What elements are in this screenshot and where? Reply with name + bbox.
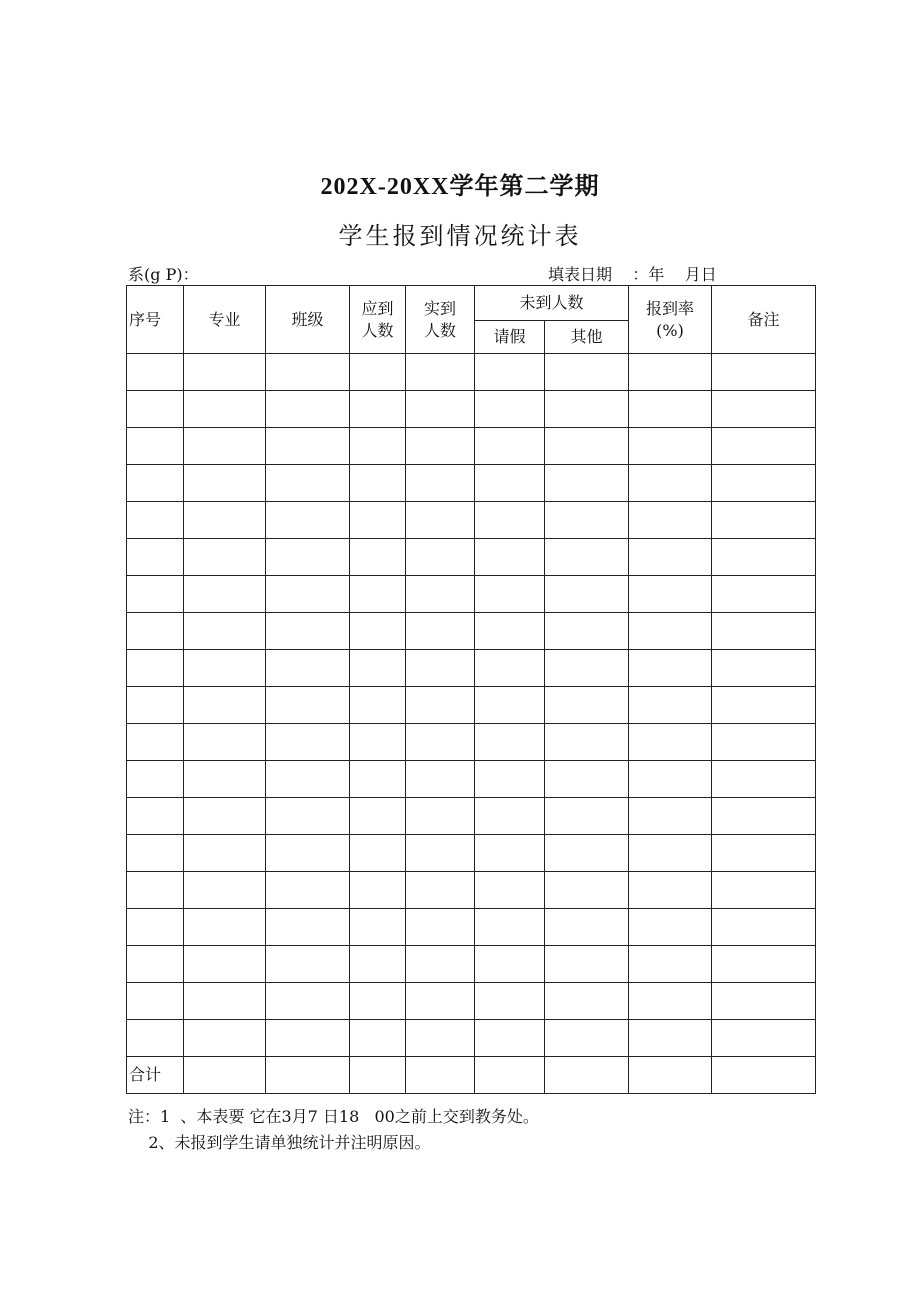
table-cell (712, 983, 816, 1020)
table-cell (712, 650, 816, 687)
table-cell (266, 576, 350, 613)
table-row (127, 576, 816, 613)
table-cell (127, 946, 184, 983)
table-row (127, 872, 816, 909)
table-cell (545, 835, 629, 872)
table-cell (266, 428, 350, 465)
table-cell (712, 428, 816, 465)
table-cell (350, 1020, 406, 1057)
table-cell (266, 354, 350, 391)
table-cell (545, 1020, 629, 1057)
table-row (127, 983, 816, 1020)
table-cell (545, 576, 629, 613)
table-cell (475, 465, 545, 502)
table-cell (266, 391, 350, 428)
table-cell (545, 650, 629, 687)
header-leave: 请假 (475, 321, 545, 354)
table-cell (350, 872, 406, 909)
table-cell (545, 539, 629, 576)
table-cell (406, 909, 475, 946)
notes (128, 1104, 539, 1156)
table-cell (406, 502, 475, 539)
table-cell (406, 983, 475, 1020)
table-cell (712, 798, 816, 835)
table-cell (545, 909, 629, 946)
table-cell (629, 687, 712, 724)
table-cell (629, 724, 712, 761)
table-cell (350, 983, 406, 1020)
table-cell (350, 1057, 406, 1094)
table-cell (712, 1020, 816, 1057)
table-row (127, 761, 816, 798)
table-cell (184, 946, 266, 983)
table-row (127, 465, 816, 502)
table-cell (712, 576, 816, 613)
table-cell (545, 502, 629, 539)
table-cell (127, 650, 184, 687)
table-cell (712, 502, 816, 539)
table-cell (406, 465, 475, 502)
table-cell (629, 983, 712, 1020)
table-cell (350, 391, 406, 428)
header-actual: 实到人数 (406, 286, 475, 354)
table-cell (350, 502, 406, 539)
table-cell (127, 613, 184, 650)
table-cell (127, 502, 184, 539)
table-cell (475, 428, 545, 465)
page-title-term: 202X-20XX学年第二学期 (320, 174, 600, 200)
table-cell (712, 687, 816, 724)
table-cell (184, 650, 266, 687)
table-cell (629, 909, 712, 946)
table-cell (350, 539, 406, 576)
table-cell (127, 761, 184, 798)
table-cell (475, 576, 545, 613)
table-cell (406, 761, 475, 798)
table-cell (406, 354, 475, 391)
table-cell (266, 1020, 350, 1057)
note-line-1: 注：1 、本表要 它在3月7 日18 00之前上交到教务处。 (128, 1107, 539, 1126)
table-cell (406, 724, 475, 761)
table-cell (475, 761, 545, 798)
table-cell (712, 909, 816, 946)
table-cell (350, 428, 406, 465)
table-cell (184, 354, 266, 391)
table-cell (127, 724, 184, 761)
table-cell (545, 1057, 629, 1094)
table-cell (475, 835, 545, 872)
table-cell (266, 502, 350, 539)
table-cell (184, 798, 266, 835)
table-cell (629, 872, 712, 909)
attendance-table (126, 285, 816, 1094)
header-other: 其他 (545, 321, 629, 354)
table-cell (127, 391, 184, 428)
header-row-1 (127, 286, 816, 321)
table-cell (475, 724, 545, 761)
table-cell (184, 1020, 266, 1057)
table-cell (475, 946, 545, 983)
table-cell (406, 576, 475, 613)
table-cell (406, 872, 475, 909)
table-cell (406, 391, 475, 428)
table-cell (475, 539, 545, 576)
table-row (127, 613, 816, 650)
table-cell (629, 946, 712, 983)
table-cell (184, 428, 266, 465)
table-cell (184, 687, 266, 724)
table-row (127, 1020, 816, 1057)
table-cell (127, 983, 184, 1020)
header-major: 专业 (184, 286, 266, 354)
table-cell (545, 798, 629, 835)
table-cell (545, 983, 629, 1020)
table-cell (475, 1057, 545, 1094)
table-cell (406, 650, 475, 687)
table-row (127, 798, 816, 835)
table-cell (475, 909, 545, 946)
table-cell (629, 798, 712, 835)
table-cell (266, 798, 350, 835)
table-cell (266, 465, 350, 502)
table-cell (712, 539, 816, 576)
table-cell (712, 354, 816, 391)
header-seq: 序号 (127, 286, 184, 354)
table-cell (406, 946, 475, 983)
table-cell (266, 761, 350, 798)
header-absent: 未到人数 (475, 286, 629, 321)
table-cell (184, 613, 266, 650)
table-cell (350, 465, 406, 502)
table-cell (406, 1057, 475, 1094)
note-line-2: 2、未报到学生请单独统计并注明原因。 (128, 1133, 431, 1152)
page-title: 学生报到情况统计表 (338, 222, 582, 250)
table-cell (545, 428, 629, 465)
table-cell (350, 724, 406, 761)
table-cell (712, 613, 816, 650)
table-cell (629, 1057, 712, 1094)
total-row (127, 1057, 816, 1094)
table-cell (127, 835, 184, 872)
table-row (127, 650, 816, 687)
total-label: 合计 (127, 1057, 184, 1094)
table-cell (266, 539, 350, 576)
table-cell (127, 687, 184, 724)
table-cell (127, 909, 184, 946)
table-cell (406, 1020, 475, 1057)
table-cell (266, 724, 350, 761)
table-cell (712, 946, 816, 983)
table-cell (127, 465, 184, 502)
table-cell (184, 539, 266, 576)
table-cell (475, 502, 545, 539)
header-rate: 报到率(%) (629, 286, 712, 354)
table-cell (545, 946, 629, 983)
table-cell (184, 983, 266, 1020)
table-row (127, 428, 816, 465)
table-cell (266, 946, 350, 983)
table-cell (475, 1020, 545, 1057)
table-cell (350, 946, 406, 983)
table-cell (629, 576, 712, 613)
table-cell (184, 465, 266, 502)
table-row (127, 354, 816, 391)
table-cell (712, 1057, 816, 1094)
table-cell (350, 835, 406, 872)
table-cell (127, 539, 184, 576)
table-row (127, 539, 816, 576)
table-cell (350, 354, 406, 391)
table-cell (406, 428, 475, 465)
table-cell (127, 428, 184, 465)
table-cell (127, 354, 184, 391)
table-cell (545, 465, 629, 502)
table-cell (629, 465, 712, 502)
table-cell (629, 1020, 712, 1057)
table-cell (712, 872, 816, 909)
table-cell (184, 872, 266, 909)
table-cell (475, 983, 545, 1020)
table-cell (406, 539, 475, 576)
table-row (127, 909, 816, 946)
table-cell (475, 613, 545, 650)
table-cell (266, 650, 350, 687)
table-cell (629, 428, 712, 465)
table-cell (545, 613, 629, 650)
table-cell (127, 576, 184, 613)
department-label: 系(g P)： (128, 265, 199, 284)
header-remark: 备注 (712, 286, 816, 354)
table-row (127, 946, 816, 983)
table-cell (184, 761, 266, 798)
table-cell (350, 687, 406, 724)
table-cell (406, 613, 475, 650)
table-cell (266, 835, 350, 872)
table-cell (629, 613, 712, 650)
table-cell (184, 835, 266, 872)
table-cell (266, 983, 350, 1020)
table-cell (350, 761, 406, 798)
table-cell (406, 798, 475, 835)
table-cell (350, 650, 406, 687)
header-expected: 应到人数 (350, 286, 406, 354)
table-cell (475, 798, 545, 835)
table-cell (350, 613, 406, 650)
table-cell (629, 835, 712, 872)
table-cell (266, 687, 350, 724)
table-cell (545, 687, 629, 724)
table-cell (545, 391, 629, 428)
table-cell (475, 391, 545, 428)
table-cell (545, 724, 629, 761)
table-cell (629, 354, 712, 391)
table-cell (545, 354, 629, 391)
table-cell (545, 872, 629, 909)
table-cell (184, 391, 266, 428)
table-cell (406, 687, 475, 724)
table-cell (350, 576, 406, 613)
table-row (127, 502, 816, 539)
table-row (127, 391, 816, 428)
table-cell (184, 1057, 266, 1094)
fill-date-label: 填表日期 ：年 月日 (548, 265, 717, 284)
table-cell (266, 613, 350, 650)
table-cell (266, 1057, 350, 1094)
table-row (127, 687, 816, 724)
table-cell (127, 872, 184, 909)
table-cell (127, 1020, 184, 1057)
table-cell (127, 798, 184, 835)
table-cell (184, 576, 266, 613)
table-cell (475, 872, 545, 909)
table-cell (475, 687, 545, 724)
table-cell (350, 798, 406, 835)
table-cell (184, 909, 266, 946)
table-cell (475, 650, 545, 687)
table-cell (629, 761, 712, 798)
table-cell (266, 909, 350, 946)
header-class: 班级 (266, 286, 350, 354)
table-cell (475, 354, 545, 391)
table-cell (629, 539, 712, 576)
table-cell (629, 650, 712, 687)
table-row (127, 835, 816, 872)
table-cell (629, 391, 712, 428)
table-cell (266, 872, 350, 909)
table-cell (545, 761, 629, 798)
table-cell (629, 502, 712, 539)
table-cell (184, 502, 266, 539)
table-cell (712, 724, 816, 761)
table-cell (712, 465, 816, 502)
table-cell (712, 761, 816, 798)
table-cell (406, 835, 475, 872)
table-cell (712, 391, 816, 428)
table-cell (712, 835, 816, 872)
table-cell (184, 724, 266, 761)
table-row (127, 724, 816, 761)
table-cell (350, 909, 406, 946)
